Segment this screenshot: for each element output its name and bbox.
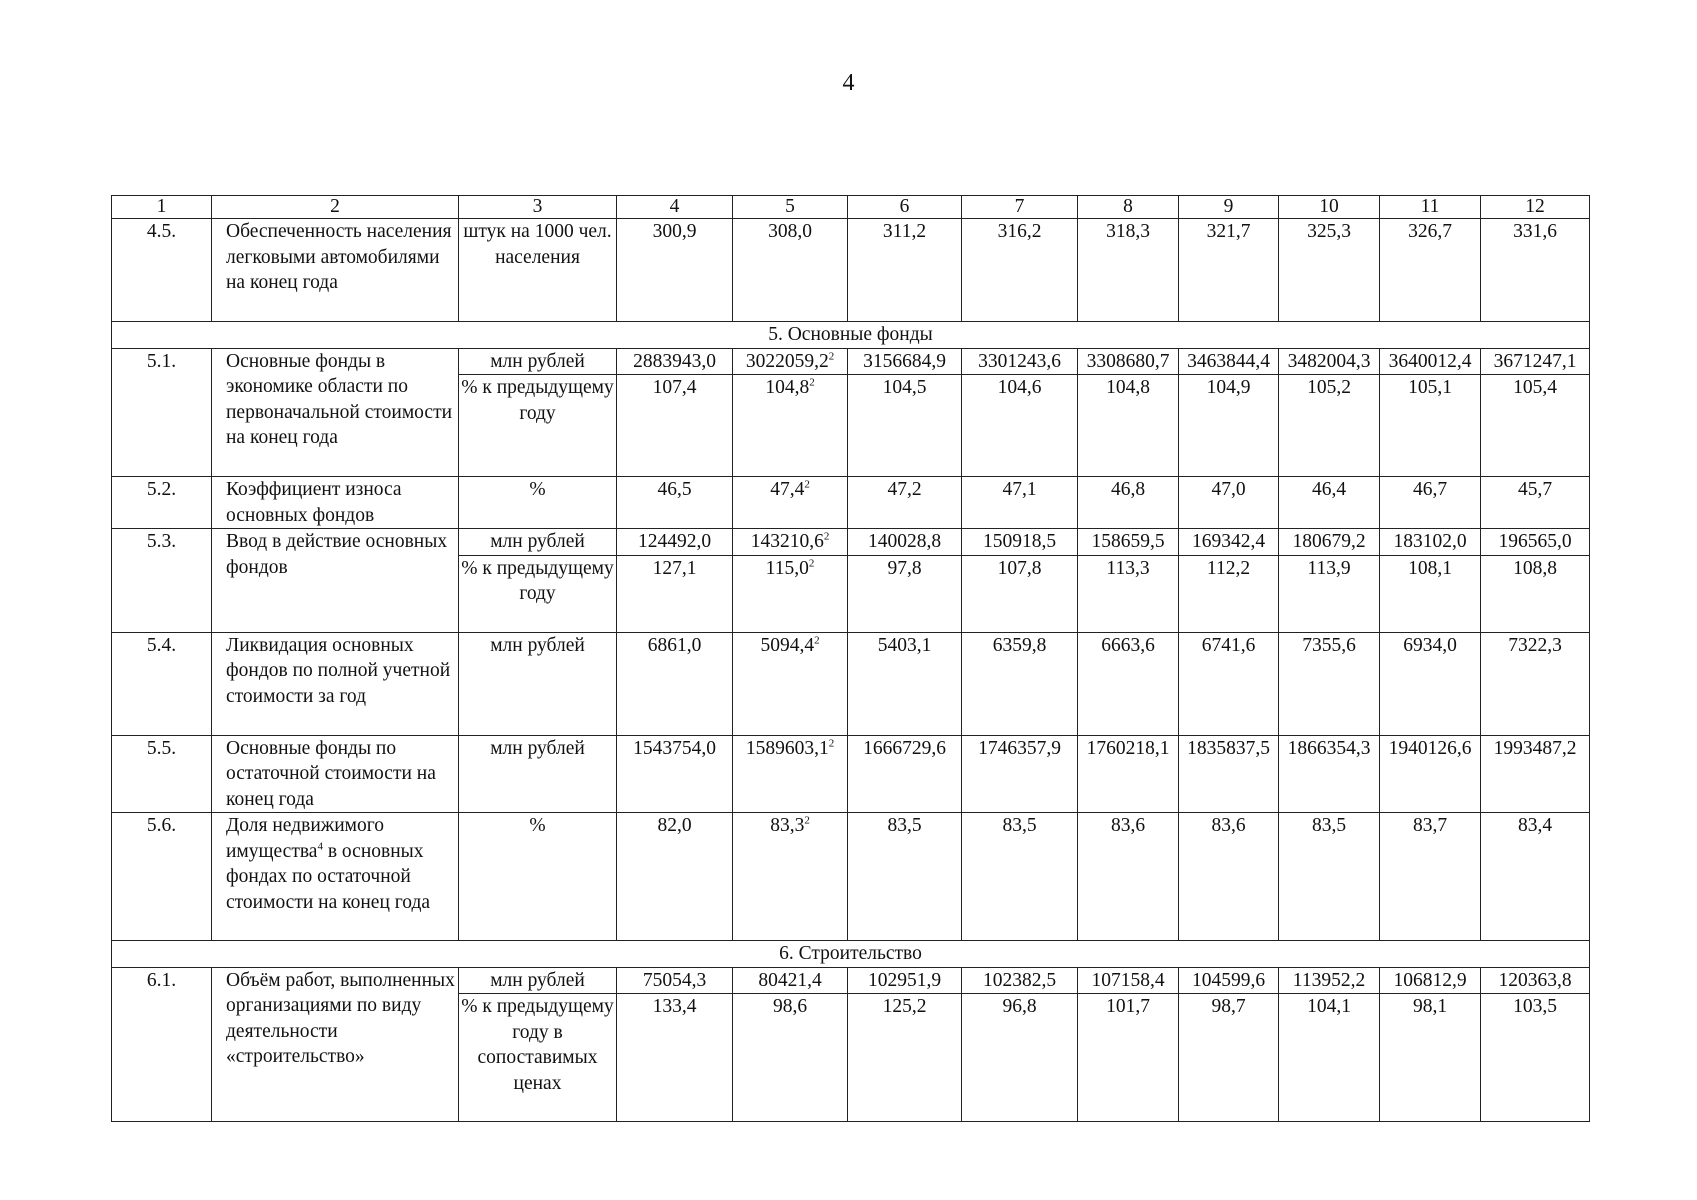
column-number: 8 [1078,196,1179,219]
value-cell: 107,4 [617,375,733,477]
value-cell: 45,7 [1481,477,1590,529]
value-cell: 75054,3 [617,967,733,994]
row-number: 5.4. [112,632,212,735]
unit: млн рублей [459,529,617,556]
page-number: 4 [842,70,855,96]
row-number: 5.1. [112,348,212,477]
value-cell: 1760218,1 [1078,735,1179,813]
unit: % [459,477,617,529]
value-cell: 47,1 [962,477,1078,529]
value-text: 143210,6 [750,531,824,552]
value-text: 104,8 [765,377,810,398]
value-cell: 105,1 [1380,375,1481,477]
value-cell: 125,2 [848,994,962,1122]
value-cell: 6359,8 [962,632,1078,735]
section-title: 6. Строительство [112,941,1590,968]
unit: % к предыдущему году [459,555,617,632]
value-cell: 83,4 [1481,813,1590,941]
value-cell: 3671247,1 [1481,348,1590,375]
value-cell: 113952,2 [1279,967,1380,994]
value-cell: 3482004,3 [1279,348,1380,375]
value-cell: 47,0 [1179,477,1279,529]
value-cell: 3156684,9 [848,348,962,375]
column-number: 6 [848,196,962,219]
column-number: 4 [617,196,733,219]
value-cell: 102382,5 [962,967,1078,994]
row-number: 5.5. [112,735,212,813]
value-cell: 106812,9 [1380,967,1481,994]
column-number: 11 [1380,196,1481,219]
value-cell: 83,7 [1380,813,1481,941]
value-cell [733,375,848,477]
column-number: 7 [962,196,1078,219]
value-cell: 311,2 [848,219,962,322]
value-cell: 107,8 [962,555,1078,632]
value-cell: 104,8 [1078,375,1179,477]
value-cell: 6663,6 [1078,632,1179,735]
value-cell: 46,8 [1078,477,1179,529]
value-cell: 98,6 [733,994,848,1122]
value-cell: 1940126,6 [1380,735,1481,813]
indicator-name: Объём работ, выполненных организациями по виду деятельности «строительство» [212,967,459,1122]
value-cell: 3308680,7 [1078,348,1179,375]
footnote-mark: 2 [828,737,835,749]
value-cell: 300,9 [617,219,733,322]
value-cell: 7322,3 [1481,632,1590,735]
indicator-name: Основные фонды в экономике области по первоначальной стоимости на конец года [212,348,459,477]
value-cell: 83,6 [1179,813,1279,941]
value-cell: 120363,8 [1481,967,1590,994]
value-cell: 83,6 [1078,813,1179,941]
value-cell: 321,7 [1179,219,1279,322]
footnote-mark: 2 [814,634,820,646]
value-text: 115,0 [765,557,809,579]
unit: % к предыдущему году в сопоставимых ценах [459,994,617,1122]
indicator-name: Ввод в действие основных фондов [212,529,459,633]
column-number: 2 [212,196,459,219]
table-row [112,632,1590,735]
value-cell: 46,4 [1279,477,1380,529]
value-cell: 83,5 [962,813,1078,941]
section-row [112,322,1590,349]
value-cell: 101,7 [1078,994,1179,1122]
statistics-table [111,195,1590,1122]
footnote-mark: 2 [828,350,835,362]
value-cell: 83,5 [848,813,962,941]
unit: млн рублей [459,348,617,375]
value-cell: 1746357,9 [962,735,1078,813]
value-cell: 80421,4 [733,967,848,994]
value-cell: 113,9 [1279,555,1380,632]
value-cell [733,813,848,941]
value-cell: 140028,8 [848,529,962,556]
footnote-mark: 2 [804,814,810,827]
unit: млн рублей [459,735,617,813]
value-cell: 325,3 [1279,219,1380,322]
value-cell: 158659,5 [1078,529,1179,556]
row-number: 5.6. [112,813,212,941]
indicator-name: Ликвидация основных фондов по полной учетной стоимости за год [212,632,459,735]
value-cell: 46,7 [1380,477,1481,529]
value-cell [733,477,848,529]
value-cell: 104,5 [848,375,962,477]
column-number-row [112,196,1590,219]
row-number: 6.1. [112,967,212,1122]
value-cell: 83,5 [1279,813,1380,941]
table-row [112,813,1590,941]
value-cell: 326,7 [1380,219,1481,322]
value-cell: 6934,0 [1380,632,1481,735]
unit: штук на 1000 чел. населения [459,219,617,322]
value-cell: 105,2 [1279,375,1380,477]
value-cell: 5403,1 [848,632,962,735]
indicator-name: Основные фонды по остаточной стоимости на конец года [212,735,459,813]
table-row [112,529,1590,556]
value-cell: 183102,0 [1380,529,1481,556]
table-row [112,735,1590,813]
value-cell: 97,8 [848,555,962,632]
value-cell: 112,2 [1179,555,1279,632]
value-cell: 308,0 [733,219,848,322]
value-cell: 47,2 [848,477,962,529]
column-number: 3 [459,196,617,219]
value-cell: 96,8 [962,994,1078,1122]
row-number: 4.5. [112,219,212,322]
value-cell: 104,1 [1279,994,1380,1122]
table-row [112,477,1590,529]
value-text: 1589603,1 [745,737,829,759]
unit: % к предыдущему году [459,375,617,477]
column-number: 1 [112,196,212,219]
value-cell: 108,1 [1380,555,1481,632]
column-number: 5 [733,196,848,219]
unit: млн рублей [459,632,617,735]
value-cell: 104,6 [962,375,1078,477]
value-cell: 1666729,6 [848,735,962,813]
footnote-mark: 2 [804,478,810,491]
value-cell [733,555,848,632]
section-title: 5. Основные фонды [112,322,1590,349]
indicator-name: Коэффициент износа основных фондов [212,477,459,529]
footnote-mark: 4 [317,840,323,852]
value-cell: 331,6 [1481,219,1590,322]
column-number: 10 [1279,196,1380,219]
value-cell: 102951,9 [848,967,962,994]
value-cell: 104599,6 [1179,967,1279,994]
indicator-name [212,813,459,941]
value-cell: 103,5 [1481,994,1590,1122]
table-row [112,967,1590,994]
value-cell: 7355,6 [1279,632,1380,735]
indicator-name: Обеспеченность населения легковыми автомобилями на конец года [212,219,459,322]
value-text: 5094,4 [760,634,815,656]
value-cell: 169342,4 [1179,529,1279,556]
value-cell: 316,2 [962,219,1078,322]
value-cell: 6741,6 [1179,632,1279,735]
value-cell: 98,1 [1380,994,1481,1122]
value-cell: 3301243,6 [962,348,1078,375]
value-cell: 318,3 [1078,219,1179,322]
value-cell: 113,3 [1078,555,1179,632]
value-cell: 3463844,4 [1179,348,1279,375]
value-cell: 104,9 [1179,375,1279,477]
unit: млн рублей [459,967,617,994]
footnote-mark: 2 [823,530,830,543]
value-cell: 150918,5 [962,529,1078,556]
value-cell [733,348,848,375]
footnote-mark: 2 [809,376,815,389]
value-cell: 124492,0 [617,529,733,556]
unit: % [459,813,617,941]
value-cell: 1543754,0 [617,735,733,813]
value-cell: 98,7 [1179,994,1279,1122]
value-cell: 3640012,4 [1380,348,1481,375]
column-number: 12 [1481,196,1590,219]
value-text: 83,3 [770,815,805,836]
row-number: 5.2. [112,477,212,529]
value-cell: 2883943,0 [617,348,733,375]
value-cell: 108,8 [1481,555,1590,632]
value-text: 3022059,2 [745,350,829,372]
value-cell: 105,4 [1481,375,1590,477]
value-cell [733,529,848,556]
value-cell: 82,0 [617,813,733,941]
value-cell: 180679,2 [1279,529,1380,556]
value-cell: 1993487,2 [1481,735,1590,813]
table-row [112,348,1590,375]
value-cell: 46,5 [617,477,733,529]
section-row [112,941,1590,968]
row-number: 5.3. [112,529,212,633]
value-cell [733,632,848,735]
table-row [112,219,1590,322]
value-cell: 107158,4 [1078,967,1179,994]
value-cell: 6861,0 [617,632,733,735]
value-cell: 1866354,3 [1279,735,1380,813]
value-cell: 127,1 [617,555,733,632]
value-cell: 196565,0 [1481,529,1590,556]
footnote-mark: 2 [808,557,815,569]
value-cell: 133,4 [617,994,733,1122]
indicator-text: Доля недвижимого имущества [226,815,385,862]
column-number: 9 [1179,196,1279,219]
indicator-text: в основных фондах по остаточной стоимости на конец года [226,840,431,913]
value-cell: 1835837,5 [1179,735,1279,813]
value-text: 47,4 [770,479,805,500]
value-cell [733,735,848,813]
